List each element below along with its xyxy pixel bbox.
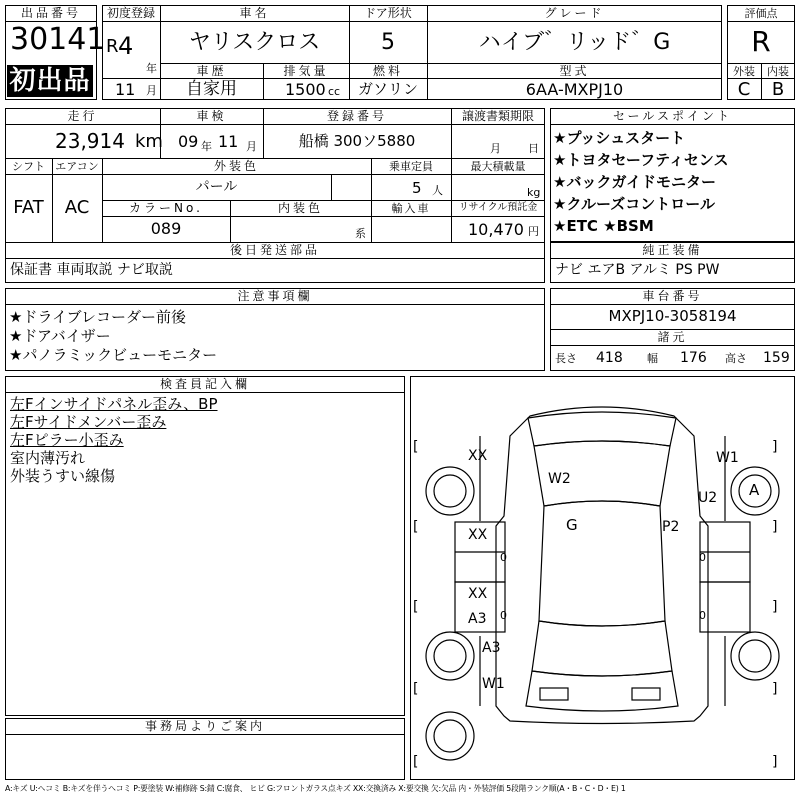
notes-label: 注意事項欄 [237,289,313,303]
damage-mark: A3 [468,611,487,627]
fuel: ガソリン [357,80,418,98]
dims-label: 諸元 [657,330,688,344]
bracket: [ [413,519,419,535]
displacement-label: 排気量 [283,64,329,78]
later-parts-label: 後日発送部品 [229,243,320,257]
era: R [106,36,119,57]
ac-label: エアコン [55,160,99,173]
selling-point: ★バックガイドモニター [553,173,716,191]
selling-point: ★ETC ★BSM [553,217,654,235]
equipment-label: 純正装備 [642,243,703,257]
damage-mark: XX [468,448,488,464]
roof [539,501,665,626]
model-code: 6AA-MXPJ10 [525,80,624,99]
door-label: ドア形状 [364,6,412,20]
inspector-line: 左Fサイドメンバー歪み [10,413,167,431]
capacity-label: 乗車定員 [389,160,433,173]
car-name-label: 車名 [239,6,270,20]
bracket: ] [772,754,778,770]
mileage: 23,914 [55,129,125,153]
rear-plate [540,688,568,700]
inspector-label: 検査員記入欄 [159,377,250,391]
insp-year: 09 [178,132,199,151]
selling-point: ★クルーズコントロール [553,195,715,213]
car-diagram [410,376,795,780]
damage-mark: W1 [482,676,505,692]
bracket: ] [772,519,778,535]
inspector-line: 外装うすい線傷 [10,467,116,485]
lot-label: 出品番号 [20,6,81,20]
spare-wheel [426,712,474,760]
width-label: 幅 [647,352,658,365]
rating: R [751,25,771,58]
year-unit: 年 [146,62,157,75]
month-unit: 月 [146,84,157,97]
damage-mark: XX [468,527,488,543]
rear-window [532,621,672,676]
damage-mark: A3 [482,640,501,656]
panel-zero: 0 [699,609,706,622]
grade: ハイブ゛リッド゛G [478,30,671,55]
rear-bumper [526,671,678,711]
bracket: [ [413,439,419,455]
height-value: 159 [763,350,790,366]
import-label: 輸入車 [391,202,431,215]
transfer-month-unit: 月 [490,142,501,155]
bracket: [ [413,681,419,697]
later-parts: 保証書 車両取説 ナビ取説 [10,262,173,278]
selling-point: ★トヨタセーフティセンス [553,151,729,169]
color-label: 外装色 [213,159,259,173]
interior-color-label: 内装色 [277,201,323,215]
damage-mark: U2 [698,490,718,506]
capacity-unit: 人 [432,184,443,197]
displacement: 1500 [285,80,326,99]
damage-mark: W1 [716,450,739,466]
max-load-unit: kg [527,186,541,199]
color-no: 089 [150,219,182,238]
insp-month-unit: 月 [246,140,257,153]
damage-mark: G [566,516,578,534]
history: 自家用 [186,79,237,99]
max-load-label: 最大積載量 [470,160,526,173]
body-color: パール [195,179,238,195]
plate-number: 船橋 300ソ5880 [298,132,416,150]
panel-zero: 0 [500,551,507,564]
panel-zero: 0 [500,609,507,622]
first-listing-text: 初出品 [9,66,91,96]
selling-point: ★プッシュスタート [553,129,686,147]
insp-month: 11 [218,132,239,151]
displacement-unit: cc [328,85,341,98]
right-rear-wheel [731,632,779,680]
rating-label: 評価点 [744,7,778,20]
recycle-label: リサイクル預託金 [458,202,538,213]
mileage-label: 走行 [67,109,98,123]
height-label: 高さ [725,352,747,365]
inspector-line: 左Fインサイドパネル歪み、BP [10,395,218,413]
lot-number: 30141 [10,22,106,57]
equipment: ナビ エアB アルミ PS PW [555,262,720,278]
first-reg-label: 初度登録 [106,6,155,20]
bracket: ] [772,439,778,455]
inspector-line: 左Fピラー小歪み [10,431,124,449]
exterior-label: 外装 [733,65,755,78]
damage-mark: XX [468,586,488,602]
capacity: 5 [412,179,422,197]
plate-label: 登録番号 [326,109,387,123]
shift-label: シフト [12,160,45,173]
air-conditioner: AC [64,197,90,218]
width-value: 176 [680,350,707,366]
insp-year-unit: 年 [201,140,212,153]
damage-mark: P2 [662,519,680,535]
model-label: 型式 [559,64,590,78]
transfer-day-unit: 日 [528,142,539,155]
length: 418 [596,350,623,366]
exterior-grade: C [737,79,751,100]
panel-zero: 0 [699,551,706,564]
damage-mark: A [749,481,760,499]
reg-month: 11 [115,80,136,99]
office-label: 事務局よりご案内 [144,719,265,733]
bracket: [ [413,754,419,770]
bracket: [ [413,599,419,615]
bracket: ] [772,599,778,615]
note-item: ★パノラミックビューモニター [9,346,218,364]
door-count: 5 [381,30,395,55]
shift: FAT [13,197,44,218]
selling-points-label: セールスポイント [613,109,732,123]
recycle-fee: 10,470 [468,220,524,239]
transfer-label: 譲渡書類期限 [461,109,534,123]
fuel-label: 燃料 [372,64,403,78]
left-rear-wheel [426,632,474,680]
color-no-label: カラーNo. [129,201,203,215]
history-label: 車歴 [196,64,227,78]
interior-grade: B [771,79,785,100]
note-item: ★ドライブレコーダー前後 [9,308,186,326]
interior-color-unit: 系 [355,227,366,240]
rear-plate-right [632,688,660,700]
recycle-unit: 円 [528,225,539,238]
note-item: ★ドアバイザー [9,327,111,345]
damage-mark: W2 [548,471,571,487]
legend: A:キズ U:ヘコミ B:キズを伴うヘコミ P:要塗装 W:補修跡 S:錆 C:腐食、 ヒビ G:フロントガラス点キズ XX:交換済み X:要交換 欠:欠品 内・外装評価 5段階ランク順(A・B・C・D・E) 1 [5,784,626,793]
grade-label: グレード [544,6,605,20]
car-name: ヤリスクロス [188,30,321,55]
chassis-label: 車台番号 [642,289,703,303]
mileage-unit: km [135,131,163,152]
left-front-wheel [426,467,474,515]
reg-year: 4 [118,32,134,60]
chassis-number: MXPJ10-3058194 [608,307,737,325]
length-label: 長さ [555,352,577,365]
inspection-label: 車検 [196,109,227,123]
bracket: ] [772,681,778,697]
interior-label: 内装 [767,65,789,78]
inspector-line: 室内薄汚れ [10,449,86,467]
